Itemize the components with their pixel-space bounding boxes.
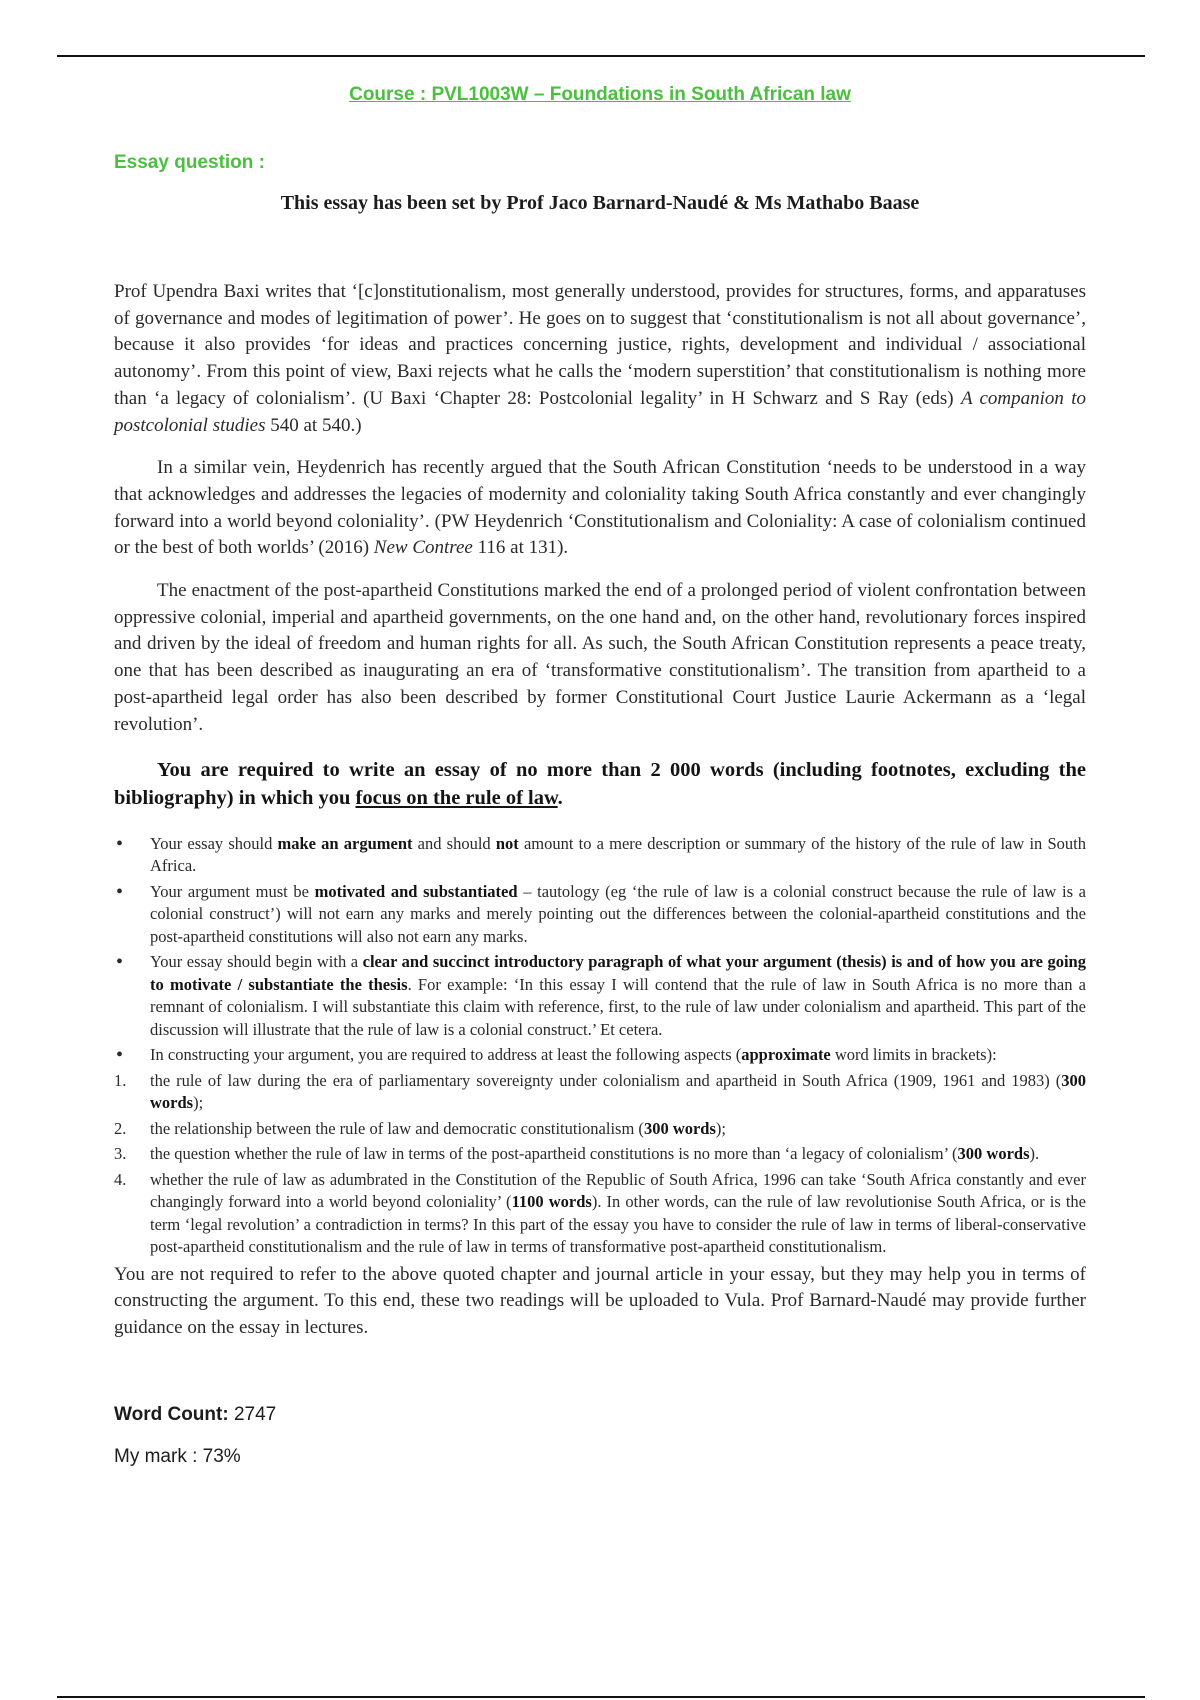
bullet-text: amount to a mere description or summary of the history of the rule of law in South Africa. xyxy=(150,833,1086,876)
paragraph-baxi-text: Prof Upendra Baxi writes that ‘[c]onstitutionalism, most generally understood, provides for structures, forms, and apparatuses of governance and modes of legitimation of power’. He goes on to suggest that ‘constitutionalism is not all about governance’, because it also provides ‘for ideas and practices concerning justice, rights, development and individual / associational autonomy’. From this point of view, Baxi rejects what he calls the ‘modern superstition’ that constitutionalism is nothing more than ‘a legacy of colonialism’. (U Baxi ‘Chapter 28: Postcolonial legality’ in H Schwarz and S Ray (eds) xyxy=(114,281,1086,409)
requirement-text: You are required to write an essay of no more than 2 000 words (including footnotes, excluding the bibliography) in which you xyxy=(114,759,1086,810)
bullet-text: word limits in brackets): xyxy=(830,1045,997,1065)
item-text: whether the rule of law as adumbrated in the Constitution of the Republic of South Africa, 1996 can take ‘South Africa constantly and ever changingly forward into a world beyond coloniality’ ( xyxy=(150,1169,1086,1212)
essay-question-heading: Essay question : xyxy=(114,152,265,173)
item-text: ); xyxy=(193,1093,204,1113)
journal-title: New Contree xyxy=(373,537,473,559)
paragraph-baxi-citation: 540 at 540.) xyxy=(265,414,362,436)
closing-paragraph: You are not required to refer to the above quoted chapter and journal article in your essay, but they may help you in terms of constructing the argument. To this end, these two readings will be uploaded to Vula. Prof Barnard-Naudé may provide further guidance on the essay in lectures. xyxy=(114,1263,1086,1339)
bullet-marker: • xyxy=(116,832,124,855)
instruction-bullets xyxy=(114,833,1086,1067)
item-text: ). In other words, can the rule of law revolutionise South Africa, or is the term ‘legal revolution’ a contradiction in terms? In this part of the essay you have to consider the rule of law in terms of liberal-conservative post-apartheid constitutionalism and the rule of law in terms of transformative post-apartheid constitutionalism. xyxy=(150,1192,1086,1257)
bullet-bold: make an argument xyxy=(277,833,413,853)
word-limit: 1100 words xyxy=(511,1192,592,1212)
book-title: A companion to postcolonial studies xyxy=(114,387,1086,436)
item-text: ); xyxy=(715,1118,726,1138)
bullet-text: Your essay should begin with a xyxy=(150,952,363,972)
word-count-value: 2747 xyxy=(228,1403,277,1425)
top-divider xyxy=(57,55,1145,57)
bullet-marker: • xyxy=(116,1044,124,1067)
word-limit: 300 words xyxy=(150,1070,1086,1113)
item-text: ). xyxy=(1029,1144,1040,1164)
list-item xyxy=(114,1169,1086,1259)
bullet-bold: not xyxy=(495,833,519,853)
item-text: the relationship between the rule of law and democratic constitutionalism ( xyxy=(150,1118,644,1138)
requirement-end: . xyxy=(557,787,563,810)
bullet-bold: clear and succinct introductory paragraph of what your argument (thesis) is and of how you are going to motivate / substantiate the thesis xyxy=(150,952,1086,994)
bullet-marker: • xyxy=(116,880,124,903)
item-text: the rule of law during the era of parliamentary sovereignty under colonialism and apartheid in South Africa (1909, 1961 and 1983) ( xyxy=(150,1070,1062,1090)
aspects-list xyxy=(114,1070,1086,1259)
bullet-text: In constructing your argument, you are required to address at least the following aspects ( xyxy=(150,1045,742,1065)
paragraph-heydenrich-text: In a similar vein, Heydenrich has recently argued that the South African Constitution ‘needs to be understood in a way that acknowledges and addresses the legacies of modernity and coloniality taking South Africa constantly and ever changingly forward into a world beyond coloniality’. (PW Heydenrich ‘Constitutionalism and Coloniality: A case of colonialism continued or the best of both worlds’ (2016) xyxy=(114,457,1086,559)
bottom-divider xyxy=(57,1696,1145,1698)
bullet-bold: approximate xyxy=(741,1045,831,1065)
word-count xyxy=(114,1404,1086,1426)
list-item xyxy=(114,881,1086,949)
bullet-text: Your argument must be xyxy=(150,881,315,901)
list-item xyxy=(114,833,1086,878)
number-marker: 1. xyxy=(114,1070,127,1090)
requirement-statement xyxy=(114,756,1086,812)
number-marker: 4. xyxy=(114,1169,127,1189)
bullet-bold: motivated and substantiated xyxy=(314,881,518,901)
list-item xyxy=(114,1044,1086,1067)
item-text: the question whether the rule of law in terms of the post-apartheid constitutions is no more than ‘a legacy of colonialism’ ( xyxy=(150,1144,958,1164)
word-count-label: Word Count: xyxy=(114,1403,229,1425)
paragraph-baxi xyxy=(114,279,1086,439)
set-by-line: This essay has been set by Prof Jaco Barnard-Naudé & Ms Mathabo Baase xyxy=(280,192,920,214)
requirement-focus: focus on the rule of law xyxy=(355,787,558,810)
paragraph-heydenrich xyxy=(114,455,1086,562)
list-item xyxy=(114,1118,1086,1141)
number-marker: 2. xyxy=(114,1118,127,1138)
word-limit: 300 words xyxy=(957,1144,1030,1164)
paragraph-enactment: The enactment of the post-apartheid Constitutions marked the end of a prolonged period of violent confrontation between oppressive colonial, imperial and apartheid governments, on the one hand and, on the other hand, revolutionary forces inspired and driven by the ideal of freedom and human rights for all. As such, the South African Constitution represents a peace treaty, one that has been described as inaugurating an era of ‘transformative constitutionalism’. The transition from apartheid to a post-apartheid legal order has also been described by former Constitutional Court Justice Laurie Ackermann as a ‘legal revolution’. xyxy=(114,580,1086,735)
word-limit: 300 words xyxy=(643,1118,716,1138)
number-marker: 3. xyxy=(114,1144,127,1164)
bullet-text: and should xyxy=(412,833,496,853)
my-mark: My mark : 73% xyxy=(114,1445,241,1467)
list-item xyxy=(114,951,1086,1041)
course-title: Course : PVL1003W – Foundations in South African law xyxy=(349,84,851,105)
bullet-marker: • xyxy=(116,951,124,974)
bullet-text: Your essay should xyxy=(150,833,278,853)
list-item xyxy=(114,1070,1086,1115)
document-body xyxy=(114,82,1086,1468)
bullet-text: – tautology (eg ‘the rule of law is a colonial construct because the rule of law is a colonial construct’) will not earn any marks and merely pointing out the differences between the colonial-apartheid constitutions and the post-apartheid constitutions will also not earn any marks. xyxy=(150,881,1086,946)
bullet-text: . For example: ‘In this essay I will contend that the rule of law in South Africa is no more than a remnant of colonialism. I will substantiate this claim with reference, first, to the rule of law under colonialism and apartheid. This part of the discussion will illustrate that the rule of law is a colonial construct.’ Et cetera. xyxy=(150,974,1086,1039)
list-item xyxy=(114,1143,1086,1166)
paragraph-heydenrich-citation: 116 at 131). xyxy=(472,537,569,559)
